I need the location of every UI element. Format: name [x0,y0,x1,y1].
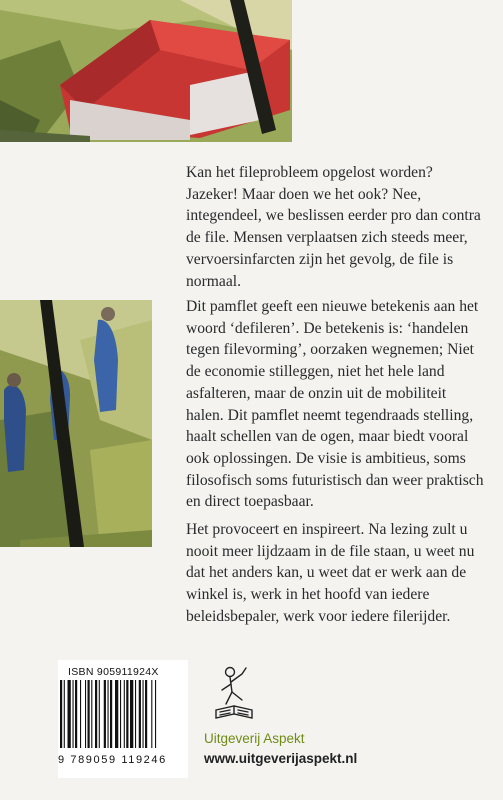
blurb-paragraph-3: Het provoceert en inspireert. Na lezing zult u nooit meer lijdzaam in de file staan, u weet nu dat het anders kan, u weet dat er werk aan de winkel is, werk in het hoofd van iedere beleidsbepaler, werk voor iedere filerijder. [186,521,475,625]
isbn-label: ISBN 905911924X [68,666,159,678]
cover-painting-side [0,300,152,547]
reading-figure-logo-icon [212,664,256,722]
publisher-name: Uitgeverij Aspekt [204,731,305,746]
barcode-number: 9 789059 119246 [58,754,167,766]
publisher-url[interactable]: www.uitgeverijaspekt.nl [204,751,358,766]
cover-painting-top [0,0,292,142]
blurb-paragraph-1: Kan het fileprobleem opgelost worden? Jazeker! Maar doen we het ook? Nee, integendeel, we beslissen eerder pro dan contra de file. Mensen verplaatsen zich steeds meer, vervoersinfarcten zijn het gevolg, de file is normaal. [186,164,481,290]
blurb-paragraph-2: Dit pamflet geeft een nieuwe betekenis aan het woord ‘defileren’. De betekenis is: ‘handelen tegen filevorming’, oorzaken wegnemen; Niet de economie stilleggen, niet het hele land asfalteren, maar de onzin uit de mobiliteit halen. Dit pamflet neemt tegendraads stelling, haalt schellen van de ogen, maar biedt vooral ook oplossingen. De visie is ambitieus, soms filosofisch soms futuristisch dan weer praktisch en direct toepasbaar. [186,298,484,511]
